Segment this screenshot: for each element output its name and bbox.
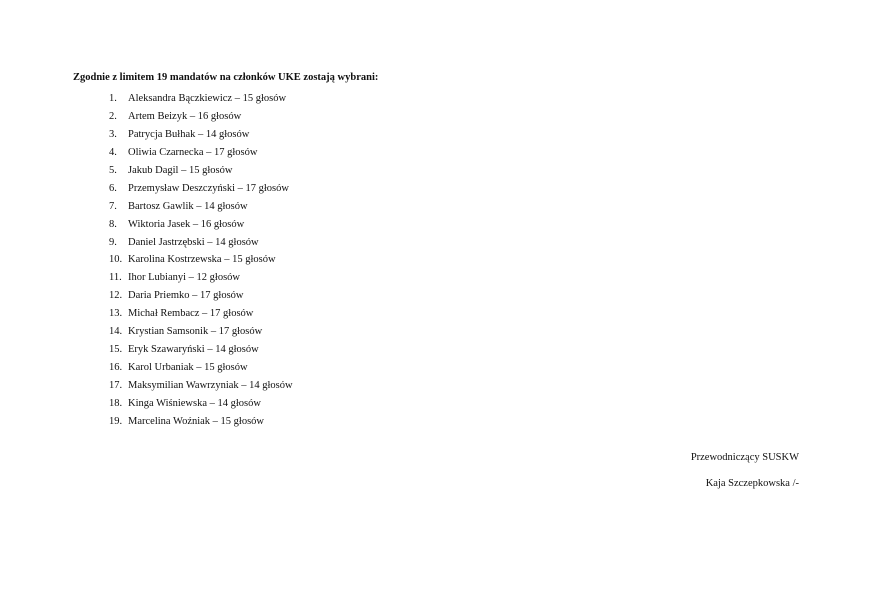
item-number: 11. [109, 272, 122, 284]
item-number: 10. [109, 254, 123, 266]
item-text: Aleksandra Bączkiewicz – 15 głosów [128, 93, 287, 104]
item-number: 13. [109, 308, 123, 320]
item-number: 3. [109, 128, 117, 140]
item-number: 12. [109, 290, 123, 302]
item-text: Karol Urbaniak – 15 głosów [128, 362, 248, 374]
item-text: Michał Rembacz – 17 głosów [128, 308, 254, 320]
item-number: 14. [109, 326, 123, 338]
item-number: 2. [109, 110, 117, 122]
item-text: Ihor Lubianyi – 12 głosów [128, 272, 240, 284]
item-number: 5. [109, 164, 117, 176]
item-text: Bartosz Gawlik – 14 głosów [128, 200, 248, 212]
item-text: Jakub Dagil – 15 głosów [128, 164, 233, 176]
item-text: Daniel Jastrzębski – 14 głosów [128, 236, 259, 248]
item-number: 1. [109, 93, 117, 104]
item-number: 4. [109, 146, 117, 158]
document-heading: Zgodnie z limitem 19 mandatów na członków UKE zostają wybrani: [73, 72, 379, 83]
item-number: 17. [109, 380, 123, 391]
item-text: Wiktoria Jasek – 16 głosów [128, 218, 245, 230]
item-number: 15. [109, 344, 123, 356]
item-text: Krystian Samsonik – 17 głosów [128, 326, 263, 338]
item-text: Karolina Kostrzewska – 15 głosów [128, 254, 276, 266]
item-text: Kinga Wiśniewska – 14 głosów [128, 397, 261, 409]
signature-role: Przewodniczący SUSKW [690, 452, 799, 463]
item-text: Daria Priemko – 17 głosów [128, 290, 244, 302]
item-text: Eryk Szawaryński – 14 głosów [128, 344, 259, 356]
item-text: Oliwia Czarnecka – 17 głosów [128, 146, 258, 158]
item-number: 18. [109, 397, 123, 409]
item-number: 7. [109, 200, 117, 212]
item-text: Przemysław Deszczyński – 17 głosów [128, 182, 289, 194]
item-number: 19. [109, 415, 123, 427]
item-text: Artem Beizyk – 16 głosów [128, 110, 242, 122]
item-text: Patrycja Bułhak – 14 głosów [128, 128, 250, 140]
signature-name: Kaja Szczepkowska /- [705, 478, 799, 489]
item-number: 6. [109, 182, 117, 194]
item-number: 9. [109, 236, 117, 248]
item-text: Maksymilian Wawrzyniak – 14 głosów [128, 380, 293, 391]
item-number: 16. [109, 362, 123, 374]
item-number: 8. [109, 218, 117, 230]
item-text: Marcelina Woźniak – 15 głosów [128, 415, 265, 427]
